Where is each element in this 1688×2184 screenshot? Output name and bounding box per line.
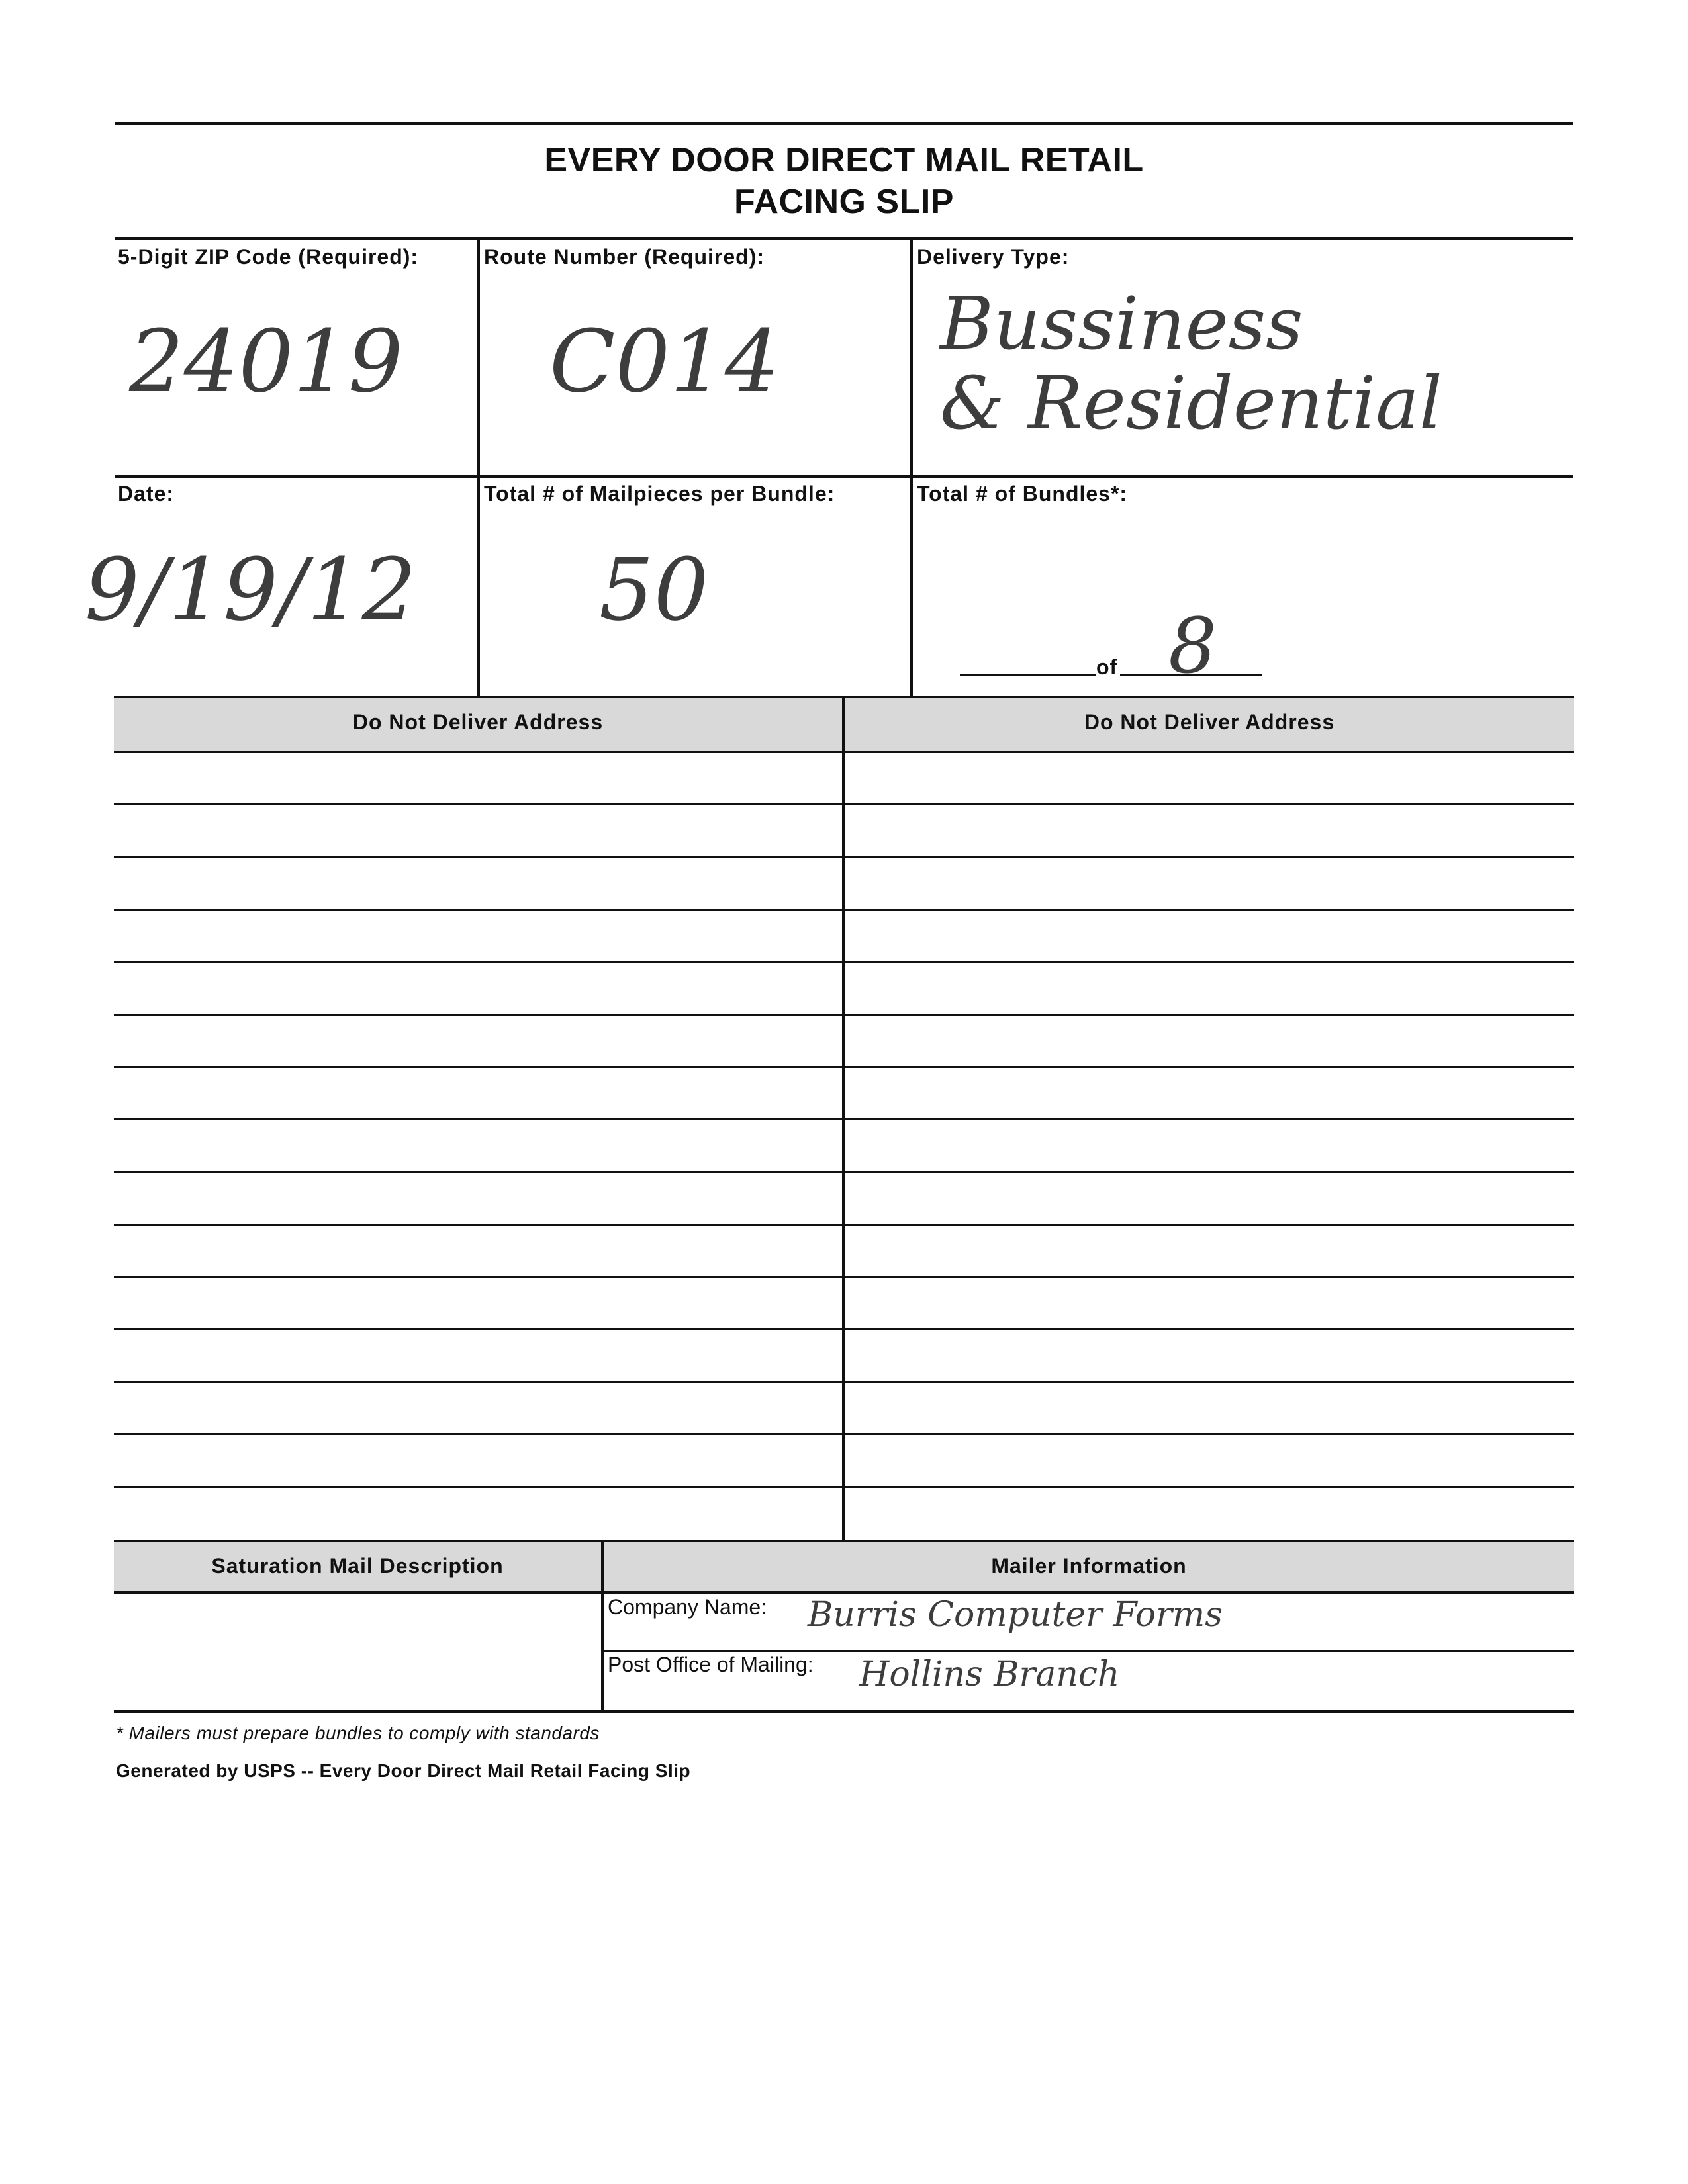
bundles-of-text: of (1096, 655, 1118, 679)
dnd-row-line (114, 1276, 1574, 1278)
saturation-description-field[interactable] (114, 1594, 601, 1711)
zip-code-label: 5-Digit ZIP Code (Required): (118, 245, 419, 269)
saturation-header: Saturation Mail Description (211, 1554, 504, 1578)
dnd-right-header: Do Not Deliver Address (1084, 710, 1335, 734)
dnd-row-line (114, 803, 1574, 805)
dnd-row-line (114, 1171, 1574, 1173)
delivery-type-value-line2[interactable]: & Residential (940, 361, 1442, 445)
dnd-row-line (114, 1433, 1574, 1435)
footer-note: * Mailers must prepare bundles to comply with standards (116, 1723, 600, 1743)
grid-line-row1-top (115, 237, 1573, 240)
dnd-row-line (114, 909, 1574, 911)
form-title-line1: EVERY DOOR DIRECT MAIL RETAIL (544, 141, 1144, 179)
dnd-row-line (114, 1066, 1574, 1068)
grid-divider-1 (477, 237, 480, 697)
post-office-value[interactable]: Hollins Branch (859, 1655, 1120, 1694)
company-name-value[interactable]: Burris Computer Forms (808, 1595, 1223, 1635)
zip-code-value[interactable]: 24019 (129, 311, 403, 412)
route-number-value[interactable]: C014 (549, 311, 780, 412)
bundles-of-value[interactable]: 8 (1168, 602, 1217, 691)
dnd-row-line (114, 961, 1574, 963)
top-rule (115, 122, 1573, 125)
bottom-bottom-rule (114, 1710, 1574, 1713)
dnd-row-line (114, 1224, 1574, 1226)
grid-line-row2-top (115, 475, 1573, 478)
dnd-row-line (114, 1118, 1574, 1120)
dnd-row-line (114, 1381, 1574, 1383)
company-row-rule (602, 1650, 1574, 1652)
delivery-type-label: Delivery Type: (917, 245, 1070, 269)
post-office-label: Post Office of Mailing: (608, 1653, 814, 1676)
footer-generated: Generated by USPS -- Every Door Direct Mail Retail Facing Slip (116, 1760, 691, 1781)
bundle-number-blank[interactable] (960, 674, 1096, 676)
bundles-label: Total # of Bundles*: (917, 482, 1128, 506)
mailpieces-value[interactable]: 50 (599, 539, 709, 640)
company-name-label: Company Name: (608, 1595, 767, 1619)
delivery-type-value-line1[interactable]: Bussiness (940, 281, 1303, 366)
form-title-line2: FACING SLIP (734, 183, 954, 221)
mailpieces-label: Total # of Mailpieces per Bundle: (484, 482, 835, 506)
dnd-row-line (114, 1014, 1574, 1016)
date-value[interactable]: 9/19/12 (85, 539, 417, 640)
dnd-row-line (114, 856, 1574, 858)
grid-divider-2 (910, 237, 913, 697)
dnd-row-line (114, 751, 1574, 753)
dnd-left-header: Do Not Deliver Address (352, 710, 604, 734)
dnd-row-line (114, 1328, 1574, 1330)
date-label: Date: (118, 482, 175, 506)
dnd-row-line (114, 1486, 1574, 1488)
route-number-label: Route Number (Required): (484, 245, 765, 269)
mailer-info-header: Mailer Information (991, 1554, 1187, 1578)
